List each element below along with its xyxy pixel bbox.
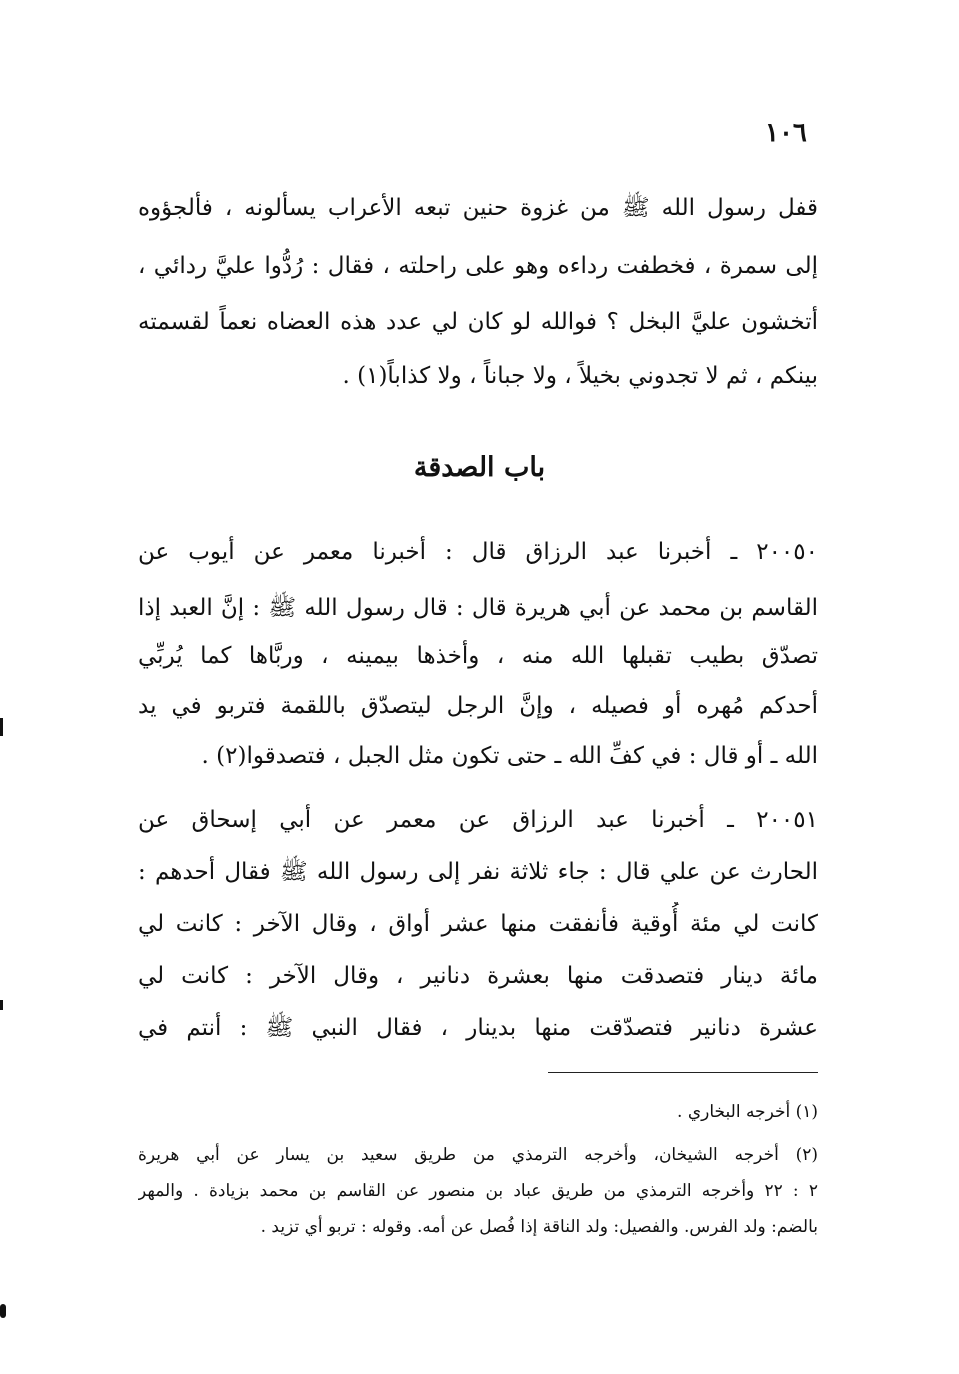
hadith-20051-line-4: مائة دينار فتصدقت منها بعشرة دنانير ، وقال الآخر : كانت لي (138, 963, 818, 989)
intro-line-3: أتخشون عليَّ البخل ؟ فوالله لو كان لي عدد هذه العضاه نعماً لقسمته (138, 309, 818, 335)
footnote-2-line-1: (٢) أخرجه الشيخان، وأخرجه الترمذي من طريق سعيد بن يسار عن أبي هريرة (138, 1145, 818, 1165)
hadith-20050-line-1: ٢٠٠٥٠ ـ أخبرنا عبد الرزاق قال : أخبرنا معمر عن أيوب عن (138, 539, 818, 565)
hadith-20051-line-2: الحارث عن علي قال : جاء ثلاثة نفر إلى رسول الله ﷺ فقال أحدهم : (138, 859, 818, 885)
intro-line-1: قفل رسول الله ﷺ من غزوة حنين تبعه الأعراب يسألونه ، فألجؤوه (138, 195, 818, 221)
intro-line-4: بينكم ، ثم لا تجدوني بخيلاً ، ولا جباناً ، ولا كذاباً(١) . (342, 363, 818, 389)
footnote-2-line-3: بالضم: ولد الفرس. والفصيل: ولد الناقة إذا فُصل عن أمه. وقوله : تربو أي تزيد . (260, 1217, 818, 1237)
footnote-2-line-2: ٢ : ٢٢ وأخرجه الترمذي من طريق عباد بن منصور عن القاسم بن محمد بزيادة . والمهر (138, 1181, 818, 1201)
hadith-20050-line-2: القاسم بن محمد عن أبي هريرة قال : قال رسول الله ﷺ : إنَّ العبد إذا (138, 595, 818, 621)
intro-line-2: إلى سمرة ، فخطفت رداءه وهو على راحلته ، فقال : رُدُّوا عليَّ ردائي ، (138, 253, 818, 279)
footnote-divider (548, 1072, 818, 1073)
hadith-20051-line-1: ٢٠٠٥١ ـ أخبرنا عبد الرزاق عن معمر عن أبي إسحاق عن (138, 807, 818, 833)
scan-edge-mark-left-2 (0, 1000, 3, 1010)
hadith-20051-line-5: عشرة دنانير فتصدّقت منها بدينار ، فقال النبي ﷺ : أنتم في (138, 1015, 818, 1041)
hadith-20051-line-3: كانت لي مئة أُوقية فأنفقت منها عشر أواق ، وقال الآخر : كانت لي (138, 911, 818, 937)
hadith-20050-line-5: الله ـ أو قال : في كفِّ الله ـ حتى تكون مثل الجبل ، فتصدقوا(٢) . (201, 743, 818, 769)
section-title: باب الصدقة (413, 452, 546, 483)
hadith-20050-line-4: أحدكم مُهره أو فصيله ، وإنَّ الرجل ليتصدّق باللقمة فتربو في يد (138, 693, 818, 719)
footnote-1: (١) أخرجه البخاري . (677, 1102, 818, 1122)
scan-edge-mark-left-3 (0, 1304, 6, 1318)
scan-edge-mark-left-1 (0, 718, 3, 736)
page-number: ١٠٦ (765, 118, 807, 148)
hadith-20050-line-3: تصدّق بطيب تقبلها الله منه ، وأخذها بيمينه ، وربَّاها كما يُربِّي (138, 643, 818, 669)
